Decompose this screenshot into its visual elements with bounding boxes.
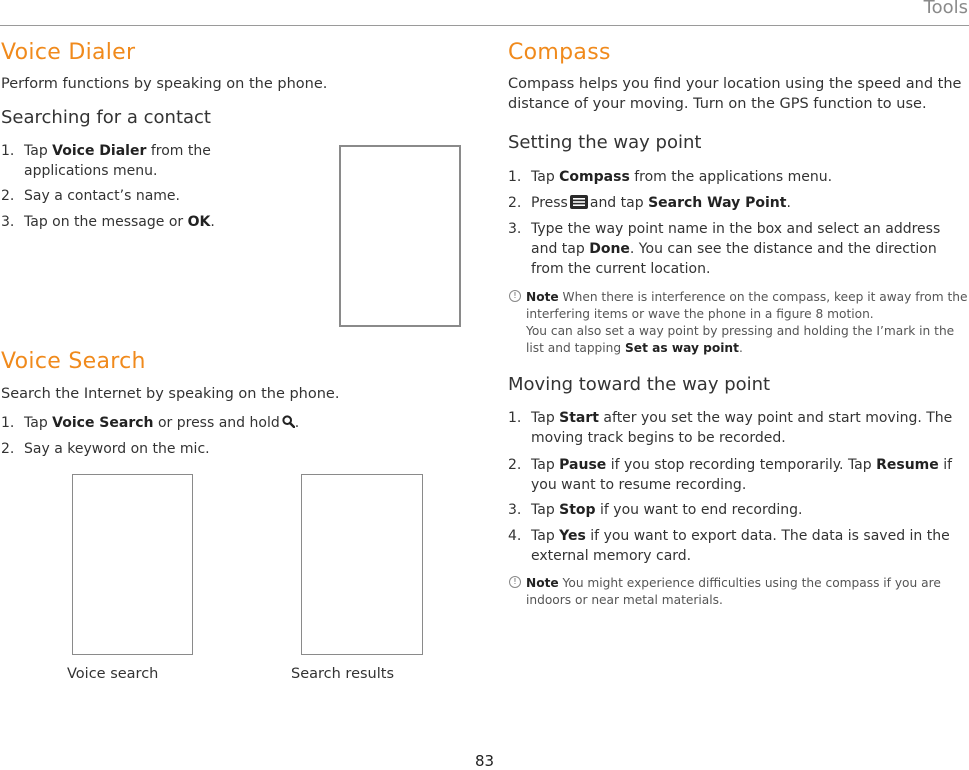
voice-dialer-subtitle: Searching for a contact [1, 107, 211, 128]
voice-dialer-intro: Perform functions by speaking on the phone. [1, 76, 328, 92]
moving-title: Moving toward the way point [508, 374, 771, 395]
compass-intro: Compass helps you find your location using the speed and the distance of your moving. Turn on the GPS function to use. [508, 76, 962, 112]
info-icon: ! [509, 576, 521, 588]
list-item: 4. Tap Yes if you want to export data. The data is saved in the external memory card. [508, 528, 950, 564]
search-results-caption: Search results [291, 666, 395, 682]
list-item: 2. Say a keyword on the mic. [1, 441, 210, 457]
menu-icon [570, 195, 588, 209]
list-item: 2. Tap Pause if you stop recording temporarily. Tap Resume if you want to resume recording. [508, 457, 953, 493]
voice-search-caption: Voice search [67, 666, 159, 682]
waypoint-title: Setting the way point [508, 132, 702, 153]
voice-search-screenshot-frame [72, 474, 193, 655]
page-number: 83 [475, 752, 495, 770]
compass-note-2: ! Note You might experience difficulties using the compass if you are indoors or near metal materials. [526, 575, 966, 609]
list-item: 3. Tap Stop if you want to end recording. [508, 502, 803, 518]
list-item: 1. Tap Voice Dialer from the applications menu. [1, 143, 211, 179]
list-item: 3. Tap on the message or OK. [1, 214, 215, 230]
voice-dialer-screenshot-frame [339, 145, 461, 327]
list-item: 2. Say a contact’s name. [1, 188, 180, 204]
list-item: 1. Tap Compass from the applications menu. [508, 169, 833, 185]
compass-title: Compass [508, 40, 611, 65]
list-item: 2. Press and tap Search Way Point. [508, 195, 791, 211]
compass-note: ! Note When there is interference on the compass, keep it away from the interfering items or wave the phone in a figure 8 motion. You can also set a way point by pressing and holding the I’mark in the list and tapping Set as way point. [526, 289, 968, 357]
list-item: 1. Tap Start after you set the way point and start moving. The moving track begins to be recorded. [508, 410, 953, 446]
voice-search-title: Voice Search [1, 349, 146, 374]
search-icon [282, 415, 295, 428]
voice-search-intro: Search the Internet by speaking on the phone. [1, 386, 340, 402]
header-rule [0, 25, 969, 26]
search-results-screenshot-frame [301, 474, 423, 655]
info-icon: ! [509, 290, 521, 302]
list-item: 1. Tap Voice Search or press and hold . [1, 415, 300, 431]
list-item: 3. Type the way point name in the box and select an address and tap Done. You can see the distance and the direction from the current location. [508, 221, 941, 277]
voice-dialer-title: Voice Dialer [1, 40, 136, 65]
section-header: Tools [923, 0, 968, 18]
